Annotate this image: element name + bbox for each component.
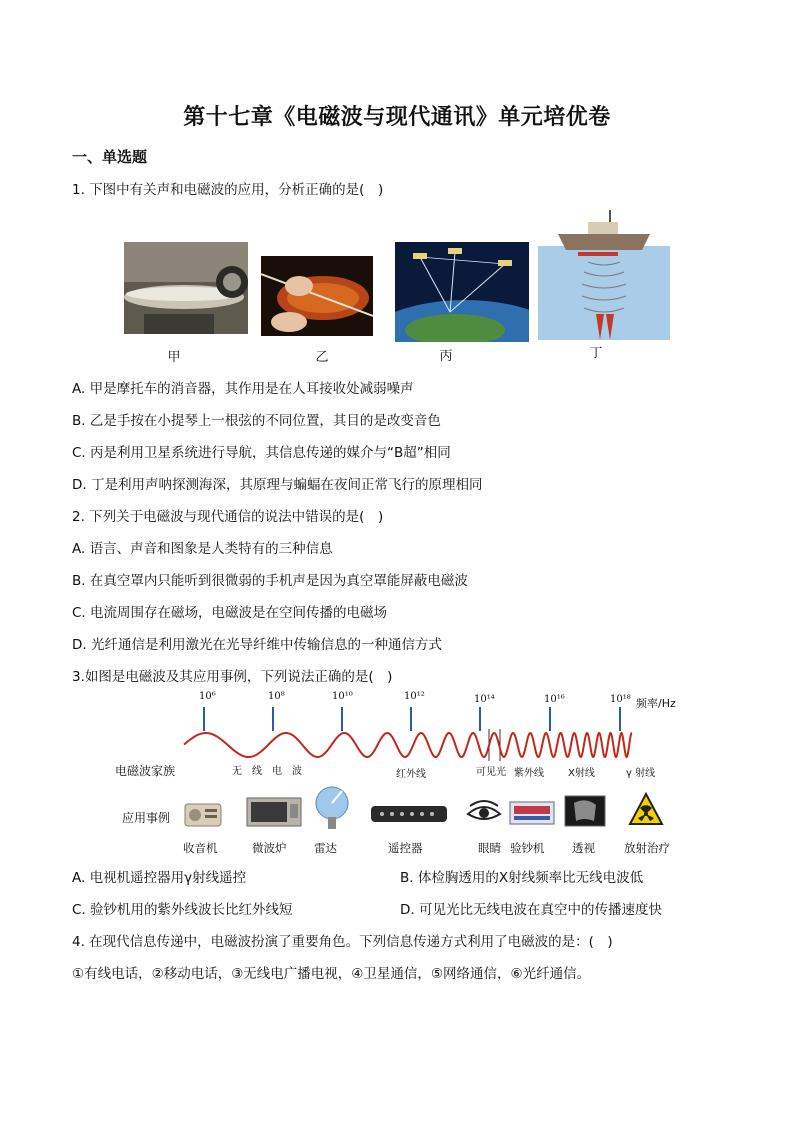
app-label-money-detector: 验钞机: [510, 841, 545, 855]
app-label-radiotherapy: 放射治疗: [624, 841, 670, 855]
radiation-warning-icon: [628, 792, 664, 826]
xray-image-icon: [564, 795, 606, 827]
app-label-microwave: 微波炉: [252, 841, 287, 855]
motorcycle-muffler-image: [124, 242, 248, 334]
caption-jia: 甲: [167, 350, 181, 365]
q1-option-a: A. 甲是摩托车的消音器，其作用是在人耳接收处减弱噪声: [72, 381, 414, 397]
q2-option-d: D. 光纤通信是利用激光在光导纤维中传输信息的一种通信方式: [72, 637, 442, 653]
q3-stem: 3.如图是电磁波及其应用事例，下列说法正确的是( ): [72, 669, 393, 685]
frequency-axis-label: 频率/Hz: [636, 697, 676, 710]
spectrum-wave-svg: [180, 705, 640, 765]
app-label-remote: 遥控器: [388, 841, 423, 855]
tick-label-1e14: 10¹⁴: [474, 694, 495, 705]
eye-icon: [466, 798, 502, 826]
em-family-label: 电磁波家族: [115, 764, 176, 778]
q4-items: ①有线电话，②移动电话，③无线电广播电视，④卫星通信，⑤网络通信，⑥光纤通信。: [72, 966, 591, 982]
app-label-xray: 透视: [572, 841, 595, 855]
q2-stem: 2. 下列关于电磁波与现代通信的说法中错误的是( ): [72, 509, 384, 525]
tick-label-1e10: 10¹⁰: [332, 691, 353, 702]
app-label-eye: 眼睛: [478, 841, 501, 855]
band-gamma: γ 射线: [626, 768, 656, 779]
band-xray: X射线: [568, 768, 595, 779]
tick-label-1e12: 10¹²: [404, 691, 425, 702]
section-heading: 一、单选题: [72, 148, 148, 166]
q3-option-d: D. 可见光比无线电波在真空中的传播速度快: [400, 902, 662, 918]
applications-label: 应用事例: [122, 811, 171, 825]
radio-icon: [183, 798, 223, 828]
satellite-navigation-image: [395, 242, 529, 342]
page-title: 第十七章《电磁波与现代通讯》单元培优卷: [183, 105, 611, 130]
q2-option-b: B. 在真空罩内只能听到很微弱的手机声是因为真空罩能屏蔽电磁波: [72, 573, 468, 589]
band-radio: 无 线 电 波: [232, 766, 302, 777]
band-visible: 可见光: [476, 767, 506, 778]
q1-stem: 1. 下图中有关声和电磁波的应用，分析正确的是( ): [72, 182, 384, 198]
tick-label-1e6: 10⁶: [199, 691, 216, 702]
q2-option-a: A. 语言、声音和图象是人类特有的三种信息: [72, 541, 333, 557]
q3-option-c: C. 验钞机用的紫外线波长比红外线短: [72, 902, 293, 918]
q2-option-c: C. 电流周围存在磁场，电磁波是在空间传播的电磁场: [72, 605, 388, 621]
remote-control-icon: [370, 803, 448, 825]
sonar-ship-image: [538, 210, 670, 340]
q1-option-d: D. 丁是利用声呐探测海深，其原理与蝙蝠在夜间正常飞行的原理相同: [72, 477, 483, 493]
caption-yi: 乙: [315, 350, 329, 365]
app-label-radar: 雷达: [314, 841, 337, 855]
app-label-radio: 收音机: [183, 841, 218, 855]
violin-image: [261, 256, 373, 336]
tick-label-1e8: 10⁸: [268, 691, 285, 702]
caption-bing: 丙: [439, 349, 453, 364]
q3-option-b: B. 体检胸透用的X射线频率比无线电波低: [400, 870, 644, 886]
caption-ding: 丁: [589, 346, 603, 361]
q1-option-c: C. 丙是利用卫星系统进行导航，其信息传递的媒介与“B超”相同: [72, 445, 451, 461]
q3-option-a: A. 电视机遥控器用γ射线遥控: [72, 870, 247, 886]
q4-stem: 4. 在现代信息传递中，电磁波扮演了重要角色。下列信息传递方式利用了电磁波的是：( ): [72, 934, 613, 950]
microwave-icon: [246, 796, 302, 828]
tick-label-1e18: 10¹⁸: [610, 694, 631, 705]
radar-icon: [312, 785, 352, 831]
band-ultraviolet: 紫外线: [514, 768, 544, 779]
band-infrared: 红外线: [396, 769, 426, 780]
money-detector-icon: [508, 796, 556, 828]
tick-label-1e16: 10¹⁶: [544, 694, 565, 705]
q1-option-b: B. 乙是手按在小提琴上一根弦的不同位置，其目的是改变音色: [72, 413, 441, 429]
